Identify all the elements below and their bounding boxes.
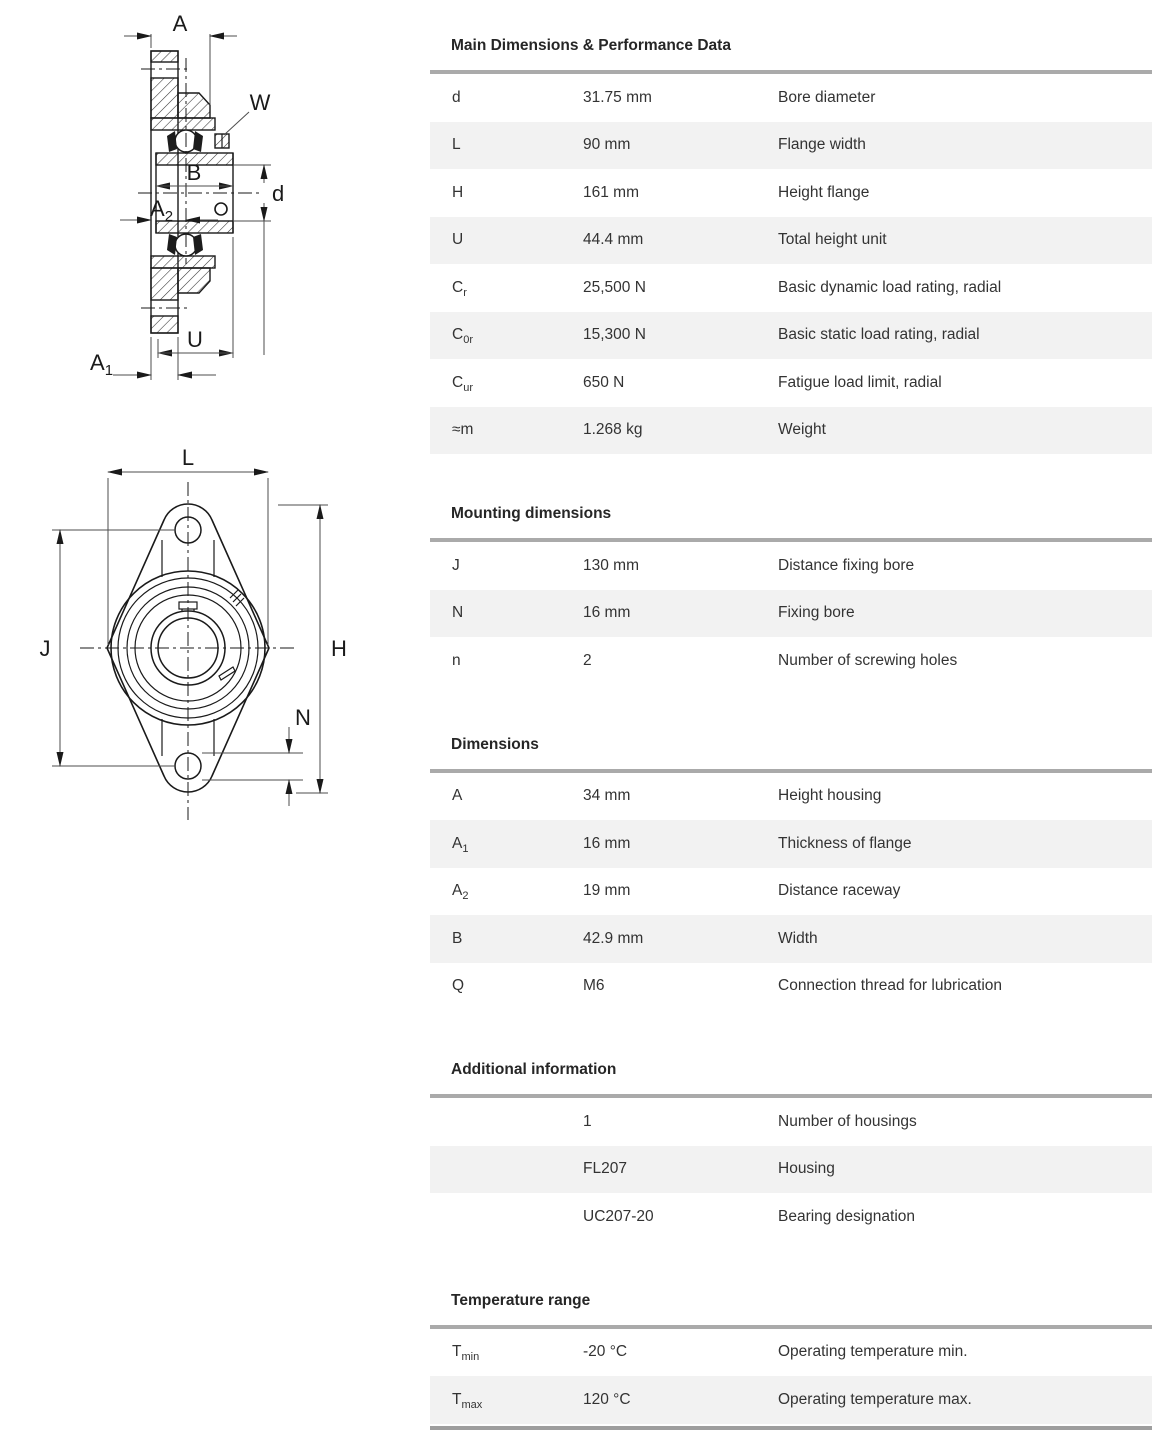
row-description: Distance raceway — [778, 882, 901, 900]
next-section-rule — [430, 1426, 1152, 1430]
table-row — [430, 1098, 1152, 1146]
symbol-text: N — [452, 604, 464, 622]
symbol-text: C — [452, 326, 464, 344]
row-value: 16 mm — [583, 834, 631, 852]
table-row — [430, 407, 1152, 455]
dim-label-J: J — [39, 636, 51, 661]
symbol-subscript: r — [463, 286, 467, 299]
table-row — [430, 264, 1152, 312]
row-description: Bearing designation — [778, 1207, 916, 1225]
row-symbol — [430, 882, 583, 903]
dim-label-W: W — [249, 90, 271, 115]
row-description: Height housing — [778, 787, 882, 805]
row-symbol — [430, 374, 583, 392]
row-description: Height flange — [778, 183, 870, 201]
dim-label-N: N — [295, 705, 311, 730]
symbol-subscript: min — [461, 1351, 480, 1364]
row-symbol — [430, 326, 583, 347]
section-table — [430, 70, 1152, 454]
symbol-text: B — [452, 929, 463, 947]
side-section-svg — [28, 6, 388, 406]
row-symbol — [430, 1343, 583, 1364]
section-dimensions — [430, 735, 1152, 1011]
table-row — [430, 542, 1152, 590]
row-value: 650 N — [583, 373, 625, 391]
row-value: 15,300 N — [583, 326, 646, 344]
row-value: 120 °C — [583, 1390, 631, 1408]
table-row — [430, 590, 1152, 638]
section-mounting-dimensions — [430, 504, 1152, 685]
row-description: Flange width — [778, 136, 866, 154]
row-symbol — [430, 279, 583, 297]
row-symbol — [430, 421, 583, 439]
section-title: Dimensions — [451, 735, 539, 753]
symbol-text: A — [452, 787, 463, 805]
table-row — [430, 820, 1152, 868]
section-title: Main Dimensions & Performance Data — [451, 37, 731, 54]
symbol-text: A — [452, 834, 463, 852]
dim-N — [202, 727, 303, 806]
section-additional-information — [430, 1060, 1152, 1241]
front-view-drawing — [25, 440, 375, 870]
table-row — [430, 1193, 1152, 1241]
row-symbol — [430, 184, 583, 202]
row-value: 44.4 mm — [583, 231, 644, 249]
table-row — [430, 915, 1152, 963]
row-symbol — [430, 930, 583, 948]
table-row — [430, 217, 1152, 265]
section-table — [430, 538, 1152, 685]
table-row — [430, 74, 1152, 122]
row-symbol — [430, 787, 583, 805]
symbol-text: d — [452, 88, 461, 106]
row-description: Fatigue load limit, radial — [778, 373, 942, 391]
row-description: Basic static load rating, radial — [778, 326, 980, 344]
front-view-svg — [25, 440, 375, 865]
symbol-text: T — [452, 1343, 462, 1361]
row-symbol — [430, 557, 583, 575]
row-value: 161 mm — [583, 183, 639, 201]
symbol-text: C — [452, 278, 464, 296]
row-symbol — [430, 835, 583, 853]
symbol-text: C — [452, 373, 464, 391]
symbol-subscript: 2 — [462, 890, 469, 903]
data-sections — [430, 36, 1152, 1430]
row-value: 2 — [583, 651, 592, 669]
row-description: Operating temperature max. — [778, 1390, 972, 1408]
section-table — [430, 769, 1152, 1011]
row-value: 16 mm — [583, 604, 631, 622]
symbol-text: J — [452, 556, 460, 574]
section-title: Mounting dimensions — [451, 505, 612, 522]
row-symbol — [430, 977, 583, 995]
row-description: Number of screwing holes — [778, 651, 958, 669]
section-title: Additional information — [451, 1061, 617, 1078]
symbol-text: L — [452, 136, 461, 154]
symbol-text: ≈m — [452, 421, 474, 439]
row-description: Total height unit — [778, 231, 887, 249]
row-symbol — [430, 1391, 583, 1409]
row-description: Bore diameter — [778, 88, 876, 106]
row-value: 1.268 kg — [583, 421, 643, 439]
row-symbol — [430, 652, 583, 670]
side-section-drawing — [28, 6, 388, 411]
row-symbol — [430, 604, 583, 622]
row-description: Weight — [778, 421, 826, 439]
row-value: 34 mm — [583, 787, 631, 805]
dim-label-d: d — [272, 181, 285, 206]
table-row — [430, 963, 1152, 1011]
row-description: Fixing bore — [778, 604, 855, 622]
dim-label-A: A — [172, 11, 188, 36]
dim-H — [278, 505, 328, 793]
row-value: UC207-20 — [583, 1207, 654, 1225]
row-value: 1 — [583, 1112, 592, 1130]
symbol-text: n — [452, 651, 461, 669]
row-value: -20 °C — [583, 1343, 628, 1361]
row-value: 31.75 mm — [583, 88, 652, 106]
row-value: 42.9 mm — [583, 929, 644, 947]
row-value: 25,500 N — [583, 278, 646, 296]
row-value: M6 — [583, 977, 605, 995]
table-row — [430, 773, 1152, 821]
row-symbol — [430, 89, 583, 107]
row-description: Operating temperature min. — [778, 1343, 968, 1361]
row-symbol — [430, 136, 583, 154]
flange-plate-section — [151, 51, 178, 333]
row-value: 90 mm — [583, 136, 631, 154]
table-row — [430, 1146, 1152, 1194]
dim-label-B: B — [186, 160, 202, 185]
table-row — [430, 1376, 1152, 1424]
row-value: 19 mm — [583, 882, 631, 900]
row-description: Distance fixing bore — [778, 556, 915, 574]
symbol-subscript: ur — [463, 381, 473, 394]
symbol-subscript: max — [461, 1398, 483, 1411]
table-row — [430, 122, 1152, 170]
dim-label-U: U — [187, 327, 203, 352]
table-row — [430, 359, 1152, 407]
row-description: Connection thread for lubrication — [778, 977, 1003, 995]
table-row — [430, 868, 1152, 916]
row-value: 130 mm — [583, 556, 639, 574]
section-temperature-range — [430, 1291, 1152, 1424]
dim-label-H: H — [331, 636, 347, 661]
symbol-text: Q — [452, 977, 465, 995]
symbol-text: A — [452, 882, 463, 900]
dim-label-A1: $A_1$ — [90, 350, 114, 379]
dim-label-A2: $A_2$ — [150, 196, 174, 225]
symbol-subscript: 1 — [462, 842, 469, 855]
section-title: Temperature range — [451, 1291, 591, 1309]
locking-cam-tab — [219, 667, 235, 680]
dim-label-L: L — [181, 445, 195, 470]
table-row — [430, 637, 1152, 685]
table-row — [430, 312, 1152, 360]
grease-nipple — [215, 134, 229, 148]
symbol-subscript: 0r — [463, 334, 473, 347]
symbol-text: T — [452, 1390, 462, 1408]
row-description: Basic dynamic load rating, radial — [778, 278, 1002, 296]
row-description: Housing — [778, 1160, 835, 1178]
row-symbol — [430, 231, 583, 249]
row-value: FL207 — [583, 1160, 627, 1178]
symbol-text: H — [452, 183, 464, 201]
section-main-dimensions-performance-data — [430, 36, 1152, 454]
table-row — [430, 1329, 1152, 1377]
symbol-text: U — [452, 231, 464, 249]
set-screw-hole — [215, 203, 227, 215]
section-table — [430, 1325, 1152, 1424]
dim-W-leader — [224, 112, 249, 135]
row-description: Number of housings — [778, 1112, 917, 1130]
row-description: Thickness of flange — [778, 834, 912, 852]
section-table — [430, 1094, 1152, 1241]
table-row — [430, 169, 1152, 217]
row-description: Width — [778, 929, 818, 947]
